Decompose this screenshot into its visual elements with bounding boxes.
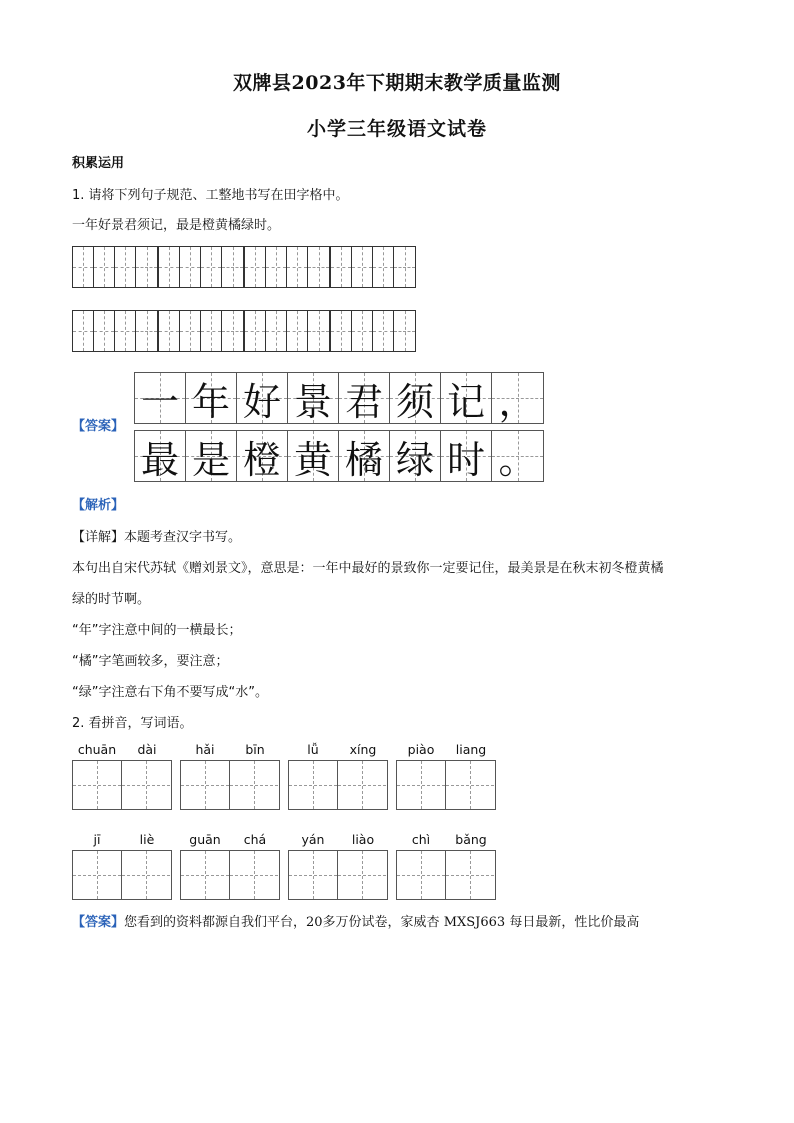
pinyin-word-box[interactable] <box>396 742 496 810</box>
pinyin-word-box[interactable] <box>396 832 496 900</box>
pinyin-word-box[interactable] <box>288 742 388 810</box>
answer-char: 橘 <box>339 431 390 481</box>
answer-char: 橙 <box>237 431 288 481</box>
answer-char: 年 <box>186 373 237 423</box>
answer-char: 好 <box>237 373 288 423</box>
pinyin-label: liào <box>351 832 375 847</box>
q1-analysis-tag: 【解析】 <box>72 498 125 513</box>
pinyin-label: chì <box>411 832 431 847</box>
answer-char: 是 <box>186 431 237 481</box>
q2-answer-tag: 【答案】 <box>72 915 125 930</box>
pinyin-label: chá <box>243 832 267 847</box>
answer-char: 黄 <box>288 431 339 481</box>
pinyin-label: hǎi <box>195 742 215 757</box>
pinyin-word-box[interactable] <box>72 742 172 810</box>
answer-char: ， <box>492 373 543 423</box>
exam-title: 双牌县2023年下期期末教学质量监测 <box>233 72 561 94</box>
q1-answer-tag: 【答案】 <box>72 419 125 434</box>
answer-grid-row-1 <box>134 372 544 424</box>
answer-char: 须 <box>390 373 441 423</box>
pinyin-label: jī <box>93 832 101 847</box>
answer-char: 君 <box>339 373 390 423</box>
pinyin-label: bīn <box>245 742 265 757</box>
exam-subtitle: 小学三年级语文试卷 <box>306 118 487 140</box>
pinyin-label: dài <box>137 742 157 757</box>
answer-char: 记 <box>441 373 492 423</box>
q1-explain-line1: 本句出自宋代苏轼《赠刘景文》，意思是：一年中最好的景致你一定要记住，最美景是在秋末初冬橙黄橘 <box>72 561 664 576</box>
pinyin-label: liè <box>139 832 155 847</box>
section-heading: 积累运用 <box>72 156 125 171</box>
q1-note-2: “橘”字笔画较多，要注意； <box>72 654 229 669</box>
answer-grid-row-2 <box>134 430 544 482</box>
q1-prompt: 1. 请将下列句子规范、工整地书写在田字格中。 <box>72 188 349 203</box>
q1-note-1: “年”字注意中间的一横最长； <box>72 623 242 638</box>
answer-char: 时 <box>441 431 492 481</box>
pinyin-label: liang <box>455 742 487 757</box>
q1-explain-line2: 绿的时节啊。 <box>72 592 151 607</box>
q1-sentence: 一年好景君须记，最是橙黄橘绿时。 <box>72 218 281 233</box>
q2-prompt: 2. 看拼音，写词语。 <box>72 716 193 731</box>
answer-char: 一 <box>135 373 186 423</box>
q1-note-3: “绿”字注意右下角不要写成“水”。 <box>72 685 268 700</box>
answer-char: 。 <box>492 431 543 481</box>
writing-grid-row-1[interactable] <box>72 246 416 288</box>
pinyin-word-box[interactable] <box>180 742 280 810</box>
answer-char: 绿 <box>390 431 441 481</box>
pinyin-label: bǎng <box>455 832 487 847</box>
pinyin-label: xíng <box>349 742 377 757</box>
pinyin-label: piào <box>407 742 435 757</box>
pinyin-word-box[interactable] <box>72 832 172 900</box>
footer-notice: 您看到的资料都源自我们平台，20多万份试卷，家威杏 MXSJ663 每日最新，性比价最高 <box>124 915 640 930</box>
pinyin-word-box[interactable] <box>288 832 388 900</box>
q2-answer-line <box>72 911 639 930</box>
q1-detail: 【详解】本题考查汉字书写。 <box>72 530 242 545</box>
writing-grid-row-2[interactable] <box>72 310 416 352</box>
pinyin-label: guān <box>189 832 221 847</box>
pinyin-label: chuān <box>77 742 117 757</box>
pinyin-label: lǚ <box>307 742 319 757</box>
answer-char: 最 <box>135 431 186 481</box>
pinyin-label: yán <box>301 832 325 847</box>
pinyin-word-box[interactable] <box>180 832 280 900</box>
answer-char: 景 <box>288 373 339 423</box>
